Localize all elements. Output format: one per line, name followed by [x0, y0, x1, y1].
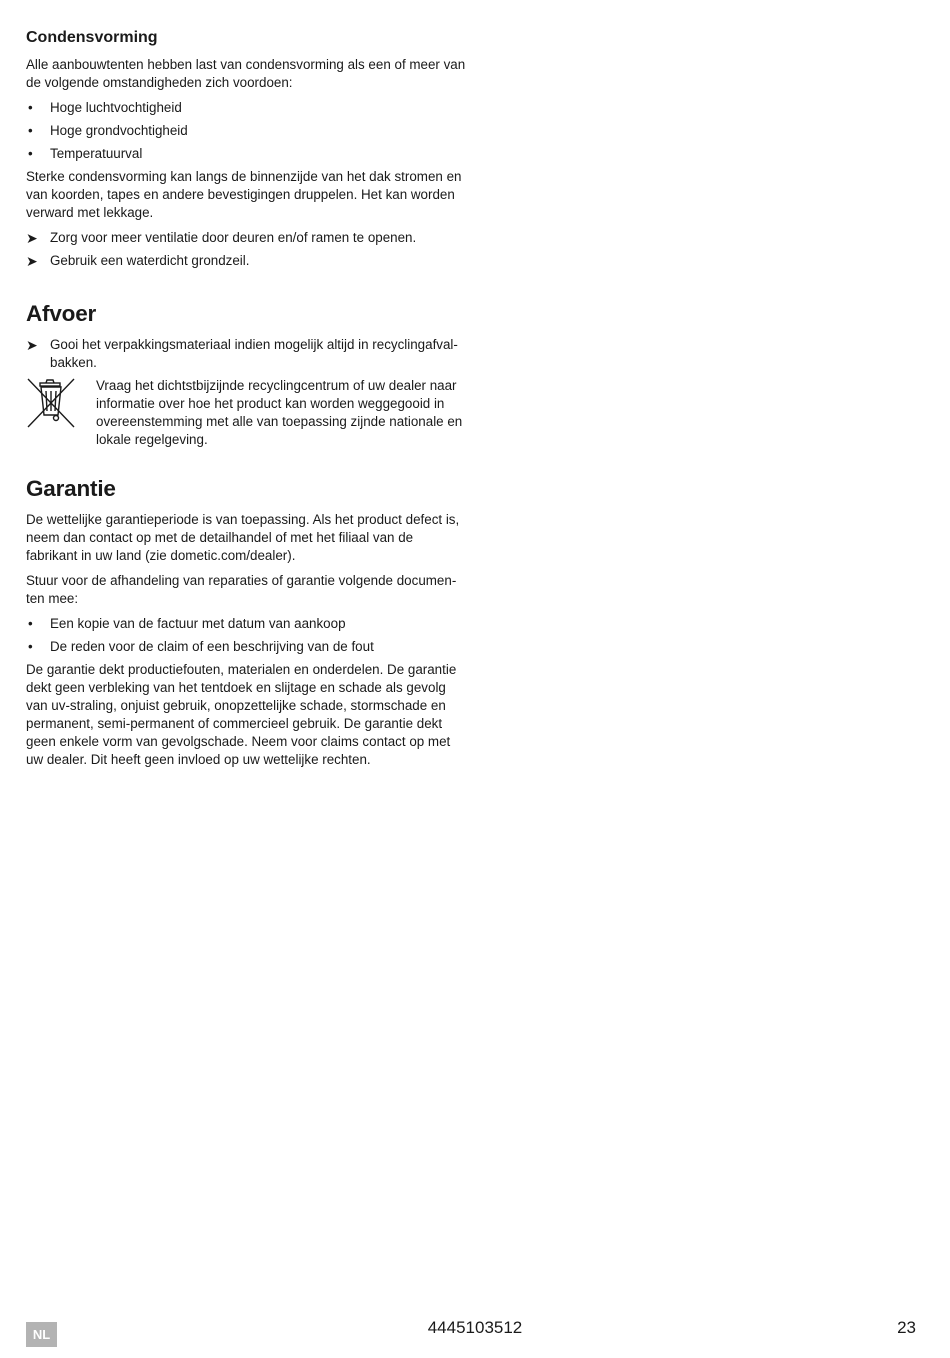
- condensation-section: [26, 28, 466, 275]
- list-item-text: Een kopie van de factuur met datum van aankoop: [50, 616, 346, 631]
- list-item: [26, 638, 466, 656]
- condensation-body: Sterke condensvorming kan langs de binnenzijde van het dak stromen en van koorden, tapes en andere bevestigingen druppelen. Het kan worden verward met lekkage.: [26, 169, 462, 220]
- recycle-notice: [26, 377, 466, 449]
- bullet-icon: •: [28, 616, 33, 631]
- recycle-text: Vraag het dichtstbijzijnde recyclingcentrum of uw dealer naar informatie over hoe het product kan worden weggegooid in overeenstemming met alle van toepassing zijnde nationale en lokale regelgeving.: [96, 378, 463, 447]
- list-item: [26, 122, 466, 140]
- disposal-section: [26, 300, 466, 449]
- list-item-text: De reden voor de claim of een beschrijving van de fout: [50, 639, 374, 654]
- arrow-right-icon: ➤: [26, 230, 38, 246]
- action-item-text: Zorg voor meer ventilatie door deuren en/of ramen te openen.: [50, 230, 417, 245]
- condensation-heading: Condensvorming: [26, 29, 158, 46]
- action-item-text: Gooi het verpakkingsmateriaal indien mogelijk altijd in recyclingafvalbakken.: [50, 337, 458, 370]
- action-item: [26, 229, 466, 247]
- warranty-paragraph-3: De garantie dekt productiefouten, materialen en onderdelen. De garantie dekt geen verbleking van het tentdoek en slijtage en schade als gevolg van uv-straling, onjuist gebruik, onopzettelijke schade, stormschade en permanent, semi-permanent of commercieel gebruik. De garantie dekt geen enkele vorm van gevolgschade. Neem voor claims contact op met uw dealer. Dit heeft geen invloed op uw wettelijke rechten.: [26, 662, 457, 767]
- document-number: 4445103512: [427, 1318, 523, 1337]
- bullet-icon: •: [28, 146, 33, 161]
- warranty-paragraph-1: De wettelijke garantieperiode is van toepassing. Als het product defect is, neem dan contact op met de detailhandel of met het filiaal van de fabrikant in uw land (zie dometic.com/dealer).: [26, 512, 460, 563]
- condensation-intro: Alle aanbouwtenten hebben last van condensvorming als een of meer van de volgende omstandigheden zich voordoen:: [26, 57, 466, 90]
- arrow-right-icon: ➤: [26, 337, 38, 353]
- crossed-out-wheelie-bin-icon: [26, 377, 76, 429]
- page-number: 23: [897, 1318, 916, 1337]
- action-item: [26, 252, 466, 270]
- list-item-text: Temperatuurval: [50, 146, 143, 161]
- warranty-heading: Garantie: [26, 476, 116, 501]
- bullet-icon: •: [28, 123, 33, 138]
- list-item: [26, 99, 466, 117]
- language-badge: NL: [26, 1322, 57, 1347]
- list-item: [26, 615, 466, 633]
- action-item-text: Gebruik een waterdicht grondzeil.: [50, 253, 250, 268]
- action-item: [26, 336, 466, 372]
- list-item-text: Hoge luchtvochtigheid: [50, 100, 182, 115]
- list-item-text: Hoge grondvochtigheid: [50, 123, 188, 138]
- list-item: [26, 145, 466, 163]
- warranty-paragraph-2: Stuur voor de afhandeling van reparaties of garantie volgende documenten mee:: [26, 573, 457, 606]
- warranty-section: [26, 475, 466, 776]
- bullet-icon: •: [28, 100, 33, 115]
- bullet-icon: •: [28, 639, 33, 654]
- disposal-heading: Afvoer: [26, 301, 97, 326]
- arrow-right-icon: ➤: [26, 253, 38, 269]
